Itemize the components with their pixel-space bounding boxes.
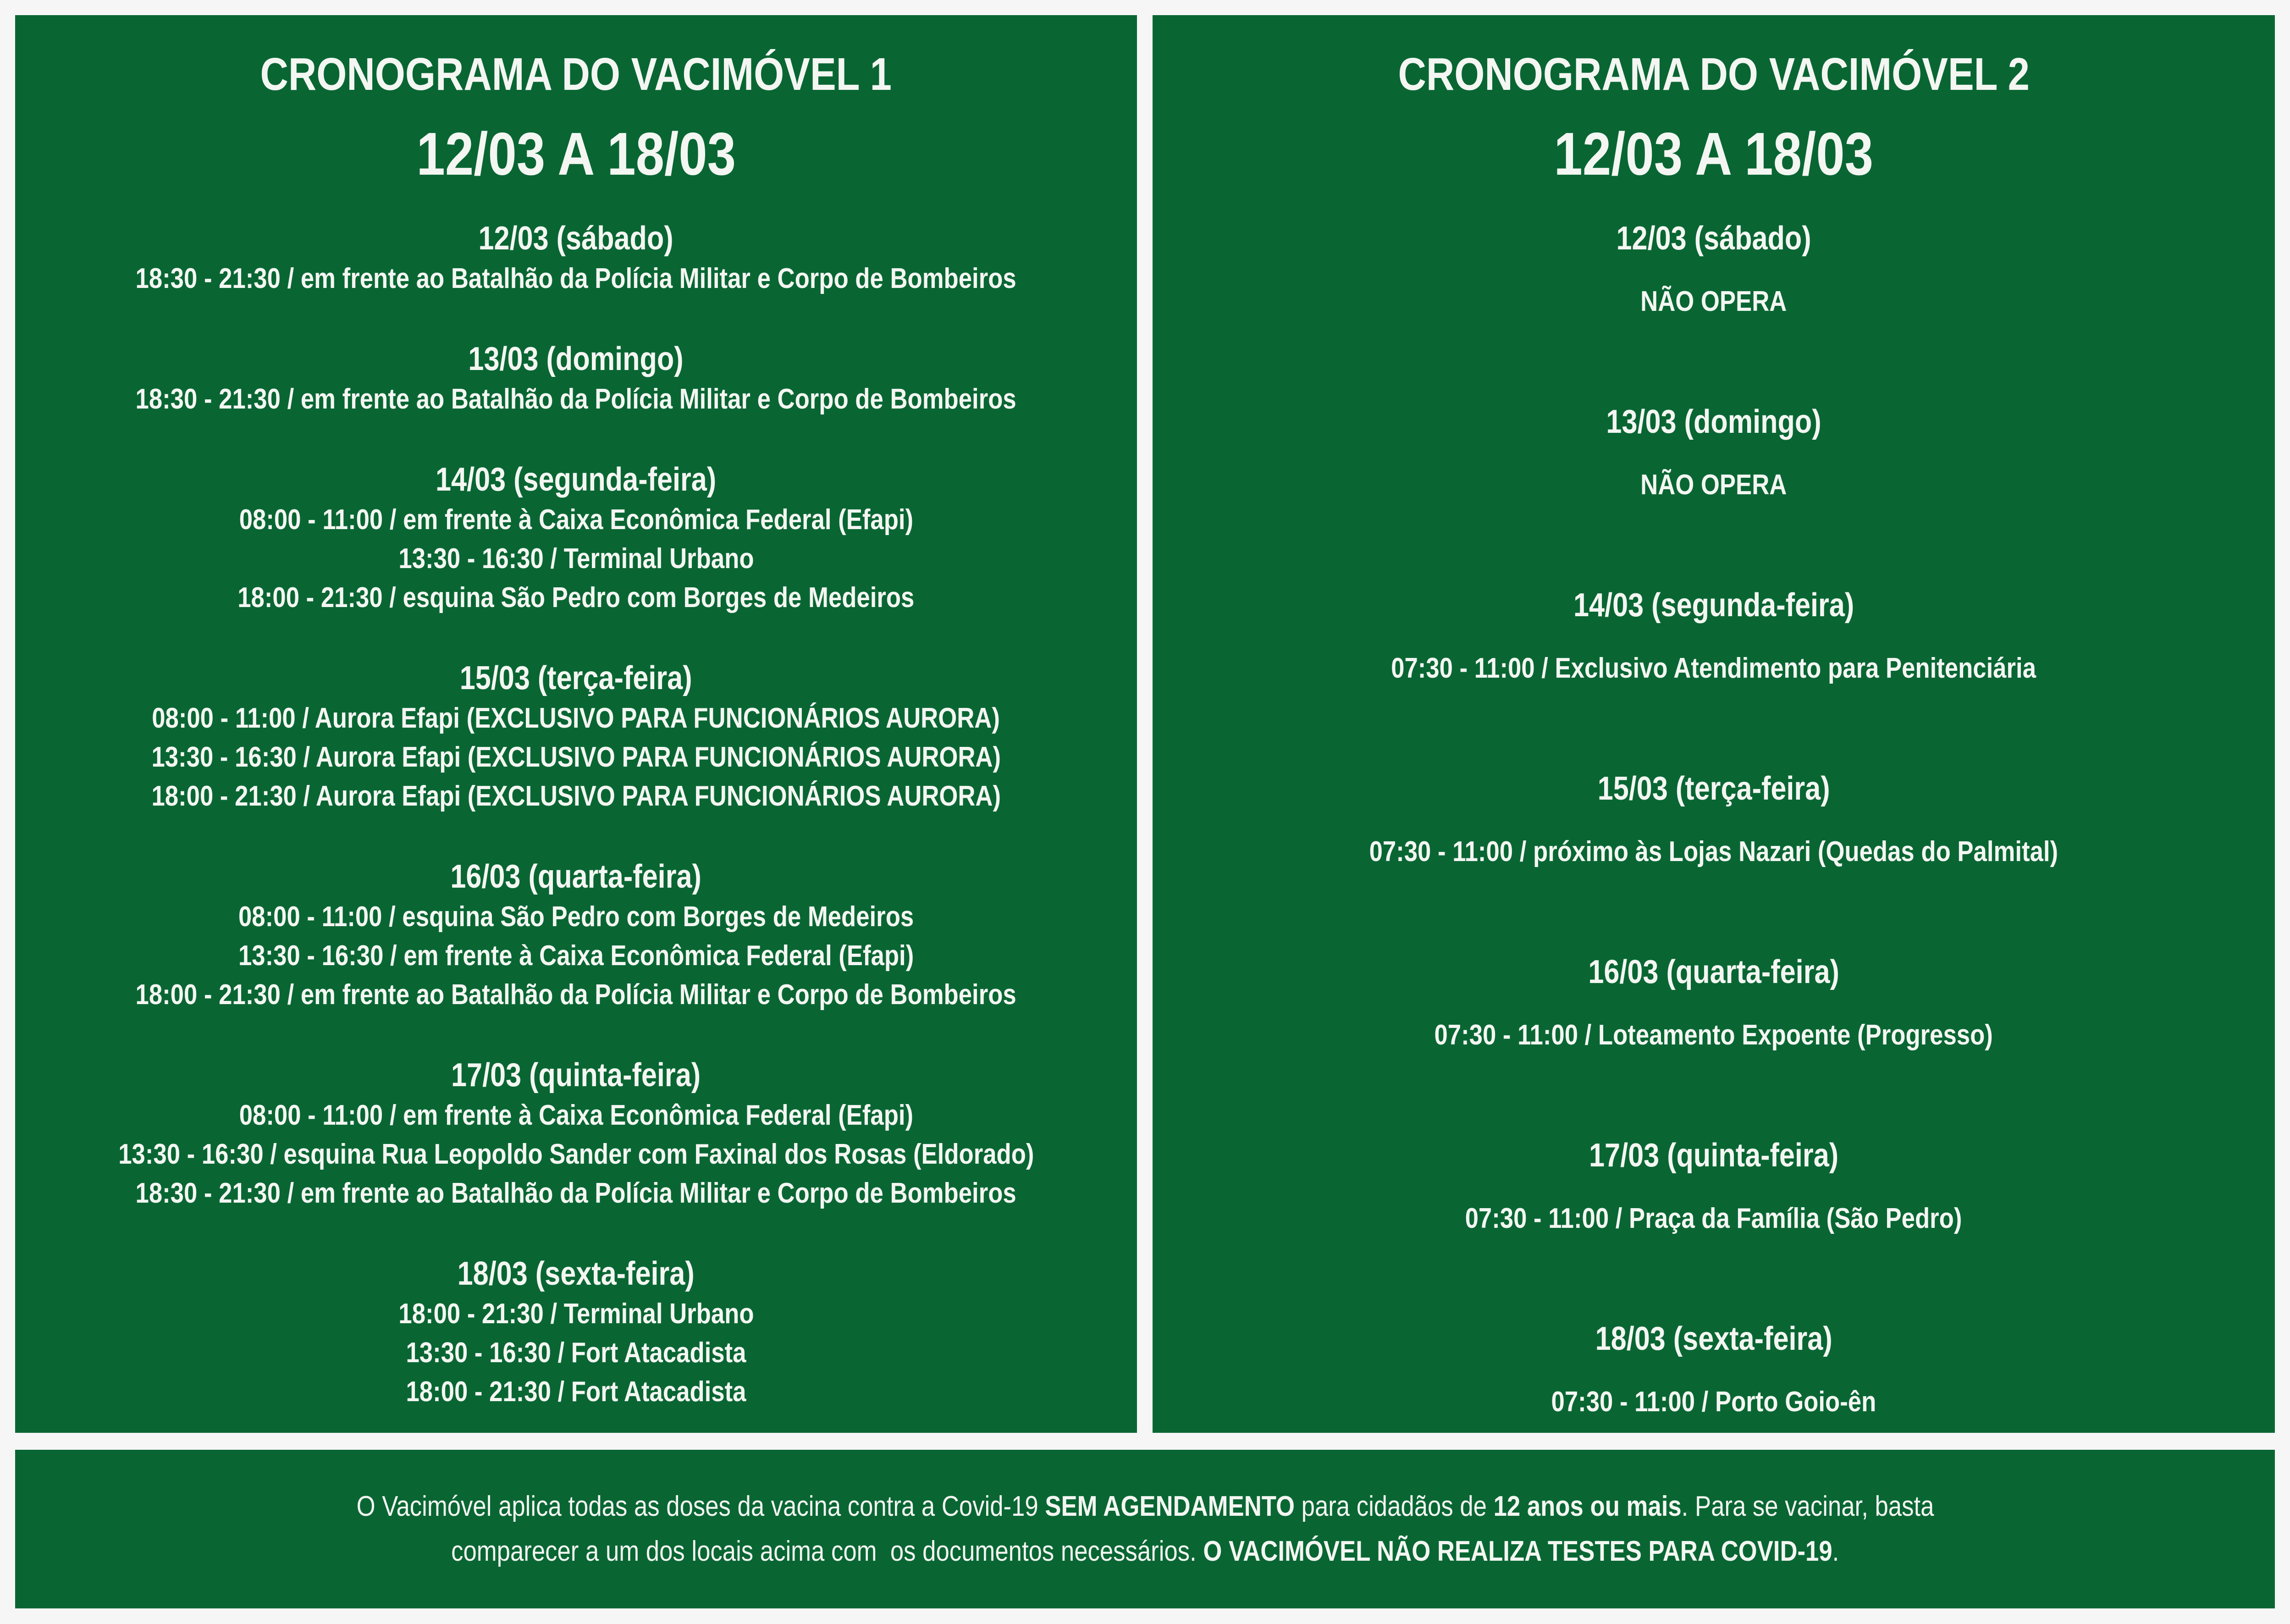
day-block <box>1153 1321 2275 1421</box>
schedule-entry <box>1153 1382 2275 1421</box>
schedule-entry <box>15 1135 1137 1174</box>
schedule-entry <box>15 578 1137 617</box>
banner-line-2 <box>15 1532 2275 1571</box>
day-block <box>1153 588 2275 688</box>
schedule-entry-text: 18:00 - 21:30 / Terminal Urbano <box>398 1298 754 1330</box>
day-block <box>15 1256 1137 1411</box>
panel-title <box>15 15 1137 101</box>
day-block <box>15 661 1137 816</box>
schedule-entry-text: 18:00 - 21:30 / esquina São Pedro com Borges de Medeiros <box>237 581 915 613</box>
day-block <box>15 221 1137 298</box>
schedule-entry-text: 08:00 - 11:00 / em frente à Caixa Econômica Federal (Efapi) <box>239 1099 913 1131</box>
schedule-entry-text: 13:30 - 16:30 / esquina Rua Leopoldo Sander com Faxinal dos Rosas (Eldorado) <box>118 1138 1034 1170</box>
schedule-entry <box>1153 832 2275 871</box>
day-label-text: 12/03 (sábado) <box>1616 220 1811 257</box>
banner-line-2-text: comparecer a um dos locais acima com os documentos necessários. O VACIMÓVEL NÃO REALIZA TESTES PARA COVID-19. <box>451 1536 1839 1567</box>
day-label <box>1153 404 2275 440</box>
schedule-entry-text: 08:00 - 11:00 / Aurora Efapi (EXCLUSIVO PARA FUNCIONÁRIOS AURORA) <box>152 702 1000 734</box>
schedule-entry-text: 18:00 - 21:30 / Aurora Efapi (EXCLUSIVO PARA FUNCIONÁRIOS AURORA) <box>151 780 1001 812</box>
day-block <box>1153 955 2275 1055</box>
day-label <box>1153 1138 2275 1173</box>
banner-line-1-text: O Vacimóvel aplica todas as doses da vacina contra a Covid-19 SEM AGENDAMENTO para cidadãos de 12 anos ou mais. Para se vacinar, basta <box>356 1491 1934 1523</box>
schedule-entry <box>15 539 1137 578</box>
day-label <box>1153 1321 2275 1357</box>
schedule-entry-text: 13:30 - 16:30 / Aurora Efapi (EXCLUSIVO PARA FUNCIONÁRIOS AURORA) <box>151 741 1001 773</box>
day-label <box>15 342 1137 377</box>
schedule-entry-text: 18:00 - 21:30 / em frente ao Batalhão da Polícia Militar e Corpo de Bombeiros <box>135 978 1017 1011</box>
schedule-entry <box>15 975 1137 1014</box>
schedule-entry <box>1153 465 2275 504</box>
banner-line-1 <box>15 1487 2275 1526</box>
day-block <box>1153 221 2275 321</box>
schedule-entry <box>15 380 1137 419</box>
schedule-entry-text: 13:30 - 16:30 / Fort Atacadista <box>406 1337 746 1369</box>
day-block <box>15 859 1137 1014</box>
day-label <box>1153 588 2275 623</box>
day-block <box>1153 1138 2275 1238</box>
day-label <box>15 859 1137 895</box>
day-label <box>1153 955 2275 990</box>
day-label-text: 16/03 (quarta-feira) <box>450 858 702 895</box>
day-label-text: 15/03 (terça-feira) <box>460 659 692 696</box>
day-label-text: 17/03 (quinta-feira) <box>451 1056 701 1094</box>
day-label <box>15 661 1137 696</box>
schedule-entry-text: 13:30 - 16:30 / em frente à Caixa Econômica Federal (Efapi) <box>238 939 914 972</box>
schedule-entry <box>15 699 1137 738</box>
day-label <box>1153 221 2275 256</box>
day-block <box>15 462 1137 617</box>
day-label-text: 18/03 (sexta-feira) <box>1595 1320 1832 1357</box>
day-block <box>1153 771 2275 871</box>
day-label <box>15 1058 1137 1093</box>
panel-title-text: CRONOGRAMA DO VACIMÓVEL 1 <box>260 49 892 100</box>
date-range <box>1153 119 2275 189</box>
day-label-text: 13/03 (domingo) <box>468 340 684 377</box>
schedule-entry <box>15 777 1137 816</box>
schedule-entry-text: 07:30 - 11:00 / Porto Goio-ên <box>1551 1386 1876 1418</box>
day-label-text: 17/03 (quinta-feira) <box>1589 1137 1839 1174</box>
day-label <box>15 1256 1137 1292</box>
schedule-entry <box>15 500 1137 539</box>
schedule-entry-text: 07:30 - 11:00 / próximo às Lojas Nazari (Quedas do Palmital) <box>1369 835 2058 867</box>
schedule-entry-text: 08:00 - 11:00 / esquina São Pedro com Borges de Medeiros <box>238 900 914 933</box>
schedule-entry <box>15 1174 1137 1213</box>
day-label <box>1153 771 2275 806</box>
schedule-entry <box>15 738 1137 777</box>
schedule-entry <box>15 1294 1137 1333</box>
schedule-entry <box>15 1333 1137 1372</box>
schedule-entry <box>1153 1016 2275 1055</box>
day-block <box>15 1058 1137 1213</box>
schedule-entry-text: 18:30 - 21:30 / em frente ao Batalhão da Polícia Militar e Corpo de Bombeiros <box>135 262 1017 294</box>
schedule-entry-text: 13:30 - 16:30 / Terminal Urbano <box>398 542 754 574</box>
day-block <box>15 342 1137 419</box>
schedule-entry <box>15 1372 1137 1411</box>
schedule-panel-vacimovel-1 <box>15 15 1137 1433</box>
schedule-entry <box>1153 282 2275 321</box>
panel-title <box>1153 15 2275 101</box>
panel-title-text: CRONOGRAMA DO VACIMÓVEL 2 <box>1398 49 2030 100</box>
day-block <box>1153 404 2275 504</box>
schedule-panel-vacimovel-2 <box>1153 15 2275 1433</box>
day-label-text: 14/03 (segunda-feira) <box>1573 586 1854 624</box>
day-label-text: 13/03 (domingo) <box>1606 403 1821 440</box>
day-label-text: 14/03 (segunda-feira) <box>436 461 717 498</box>
schedule-entry-text: 18:00 - 21:30 / Fort Atacadista <box>406 1375 746 1408</box>
day-label-text: 12/03 (sábado) <box>478 220 674 257</box>
date-range-text: 12/03 A 18/03 <box>416 120 736 188</box>
schedule-entry <box>15 897 1137 936</box>
day-label <box>15 221 1137 256</box>
schedule-entry <box>1153 1199 2275 1238</box>
schedule-entry <box>15 259 1137 298</box>
schedule-entry-text: 18:30 - 21:30 / em frente ao Batalhão da Polícia Militar e Corpo de Bombeiros <box>135 383 1017 415</box>
day-label <box>15 462 1137 497</box>
info-banner <box>15 1450 2275 1608</box>
day-list <box>1153 221 2275 1421</box>
schedule-entry-text: 07:30 - 11:00 / Praça da Família (São Pedro) <box>1465 1202 1962 1234</box>
schedule-entry-text: NÃO OPERA <box>1640 285 1787 317</box>
schedule-entry <box>15 936 1137 975</box>
schedule-entry-text: 18:30 - 21:30 / em frente ao Batalhão da Polícia Militar e Corpo de Bombeiros <box>135 1177 1017 1209</box>
schedule-entry-text: 07:30 - 11:00 / Loteamento Expoente (Progresso) <box>1434 1019 1993 1051</box>
date-range <box>15 119 1137 189</box>
schedule-entry <box>1153 649 2275 688</box>
schedule-entry-text: 08:00 - 11:00 / em frente à Caixa Econômica Federal (Efapi) <box>239 503 913 536</box>
schedule-entry-text: NÃO OPERA <box>1640 469 1787 501</box>
day-label-text: 15/03 (terça-feira) <box>1597 770 1830 807</box>
day-label-text: 18/03 (sexta-feira) <box>457 1255 695 1292</box>
date-range-text: 12/03 A 18/03 <box>1554 120 1874 188</box>
day-list <box>15 221 1137 1411</box>
schedule-entry <box>15 1096 1137 1135</box>
day-label-text: 16/03 (quarta-feira) <box>1588 953 1839 990</box>
schedule-entry-text: 07:30 - 11:00 / Exclusivo Atendimento para Penitenciária <box>1391 652 2036 684</box>
